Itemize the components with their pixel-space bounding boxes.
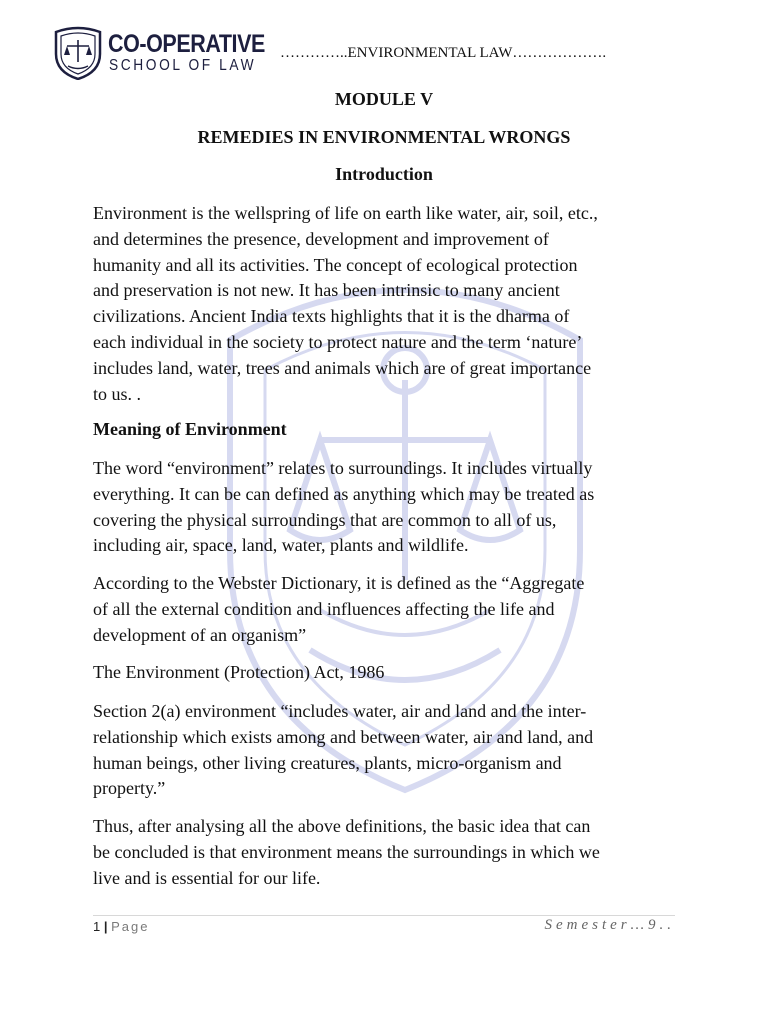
text-line: property.” (93, 778, 166, 799)
page-header (52, 24, 682, 84)
text-line: be concluded is that environment means the surroundings in which we (93, 841, 600, 862)
footer-divider (93, 915, 675, 916)
text-line: including air, space, land, water, plants and wildlife. (93, 535, 469, 556)
section-2a-paragraph (93, 699, 693, 802)
running-head: …………..ENVIRONMENTAL LAW………………. (280, 45, 607, 61)
text-line: and determines the presence, development and improvement of (93, 228, 549, 249)
text-line: Environment is the wellspring of life on earth like water, air, soil, etc., (93, 203, 598, 223)
intro-paragraph (93, 201, 693, 407)
school-logo (52, 24, 267, 82)
semester-label: Semester…9.. (544, 917, 675, 933)
text-line: to us. . (93, 383, 142, 404)
act-title (93, 660, 693, 686)
text-line: of all the external condition and influences affecting the life and (93, 598, 555, 619)
page-number (93, 919, 150, 934)
text-line: each individual in the society to protect nature and the term ‘nature’ (93, 331, 583, 352)
module-heading: MODULE V (334, 89, 434, 109)
text-line: includes land, water, trees and animals which are of great importance (93, 357, 592, 378)
school-seal-icon (52, 24, 104, 80)
page-label: Page (111, 919, 150, 934)
section-heading-introduction: Introduction (335, 164, 433, 184)
text-line: Section 2(a) environment “includes water, air and land and the inter- (93, 701, 587, 721)
logo-subtitle: SCHOOL OF LAW (109, 57, 257, 74)
page-separator: | (103, 919, 108, 934)
text-line: covering the physical surroundings that are common to all of us, (93, 509, 557, 530)
section-heading-meaning: Meaning of Environment (93, 419, 287, 439)
text-line: According to the Webster Dictionary, it is defined as the “Aggregate (93, 573, 585, 593)
meaning-paragraph (93, 456, 693, 559)
text-line: human beings, other living creatures, plants, micro-organism and (93, 752, 562, 773)
text-line: The word “environment” relates to surroundings. It includes virtually (93, 458, 593, 478)
conclusion-paragraph (93, 814, 693, 891)
page-title: REMEDIES IN ENVIRONMENTAL WRONGS (197, 127, 571, 147)
page-number-value: 1 (93, 919, 101, 934)
text-line: development of an organism” (93, 624, 307, 645)
text-line: relationship which exists among and between water, air and land, and (93, 726, 594, 747)
text-line: and preservation is not new. It has been intrinsic to many ancient (93, 280, 560, 301)
text-line: everything. It can be can defined as anything which may be treated as (93, 483, 595, 504)
text-line: civilizations. Ancient India texts highlights that it is the dharma of (93, 306, 570, 327)
text-line: humanity and all its activities. The concept of ecological protection (93, 254, 578, 275)
webster-paragraph (93, 571, 693, 648)
text-line: The Environment (Protection) Act, 1986 (93, 662, 385, 682)
text-line: live and is essential for our life. (93, 867, 321, 888)
text-line: Thus, after analysing all the above definitions, the basic idea that can (93, 816, 591, 836)
logo-title: CO-OPERATIVE (108, 30, 265, 58)
